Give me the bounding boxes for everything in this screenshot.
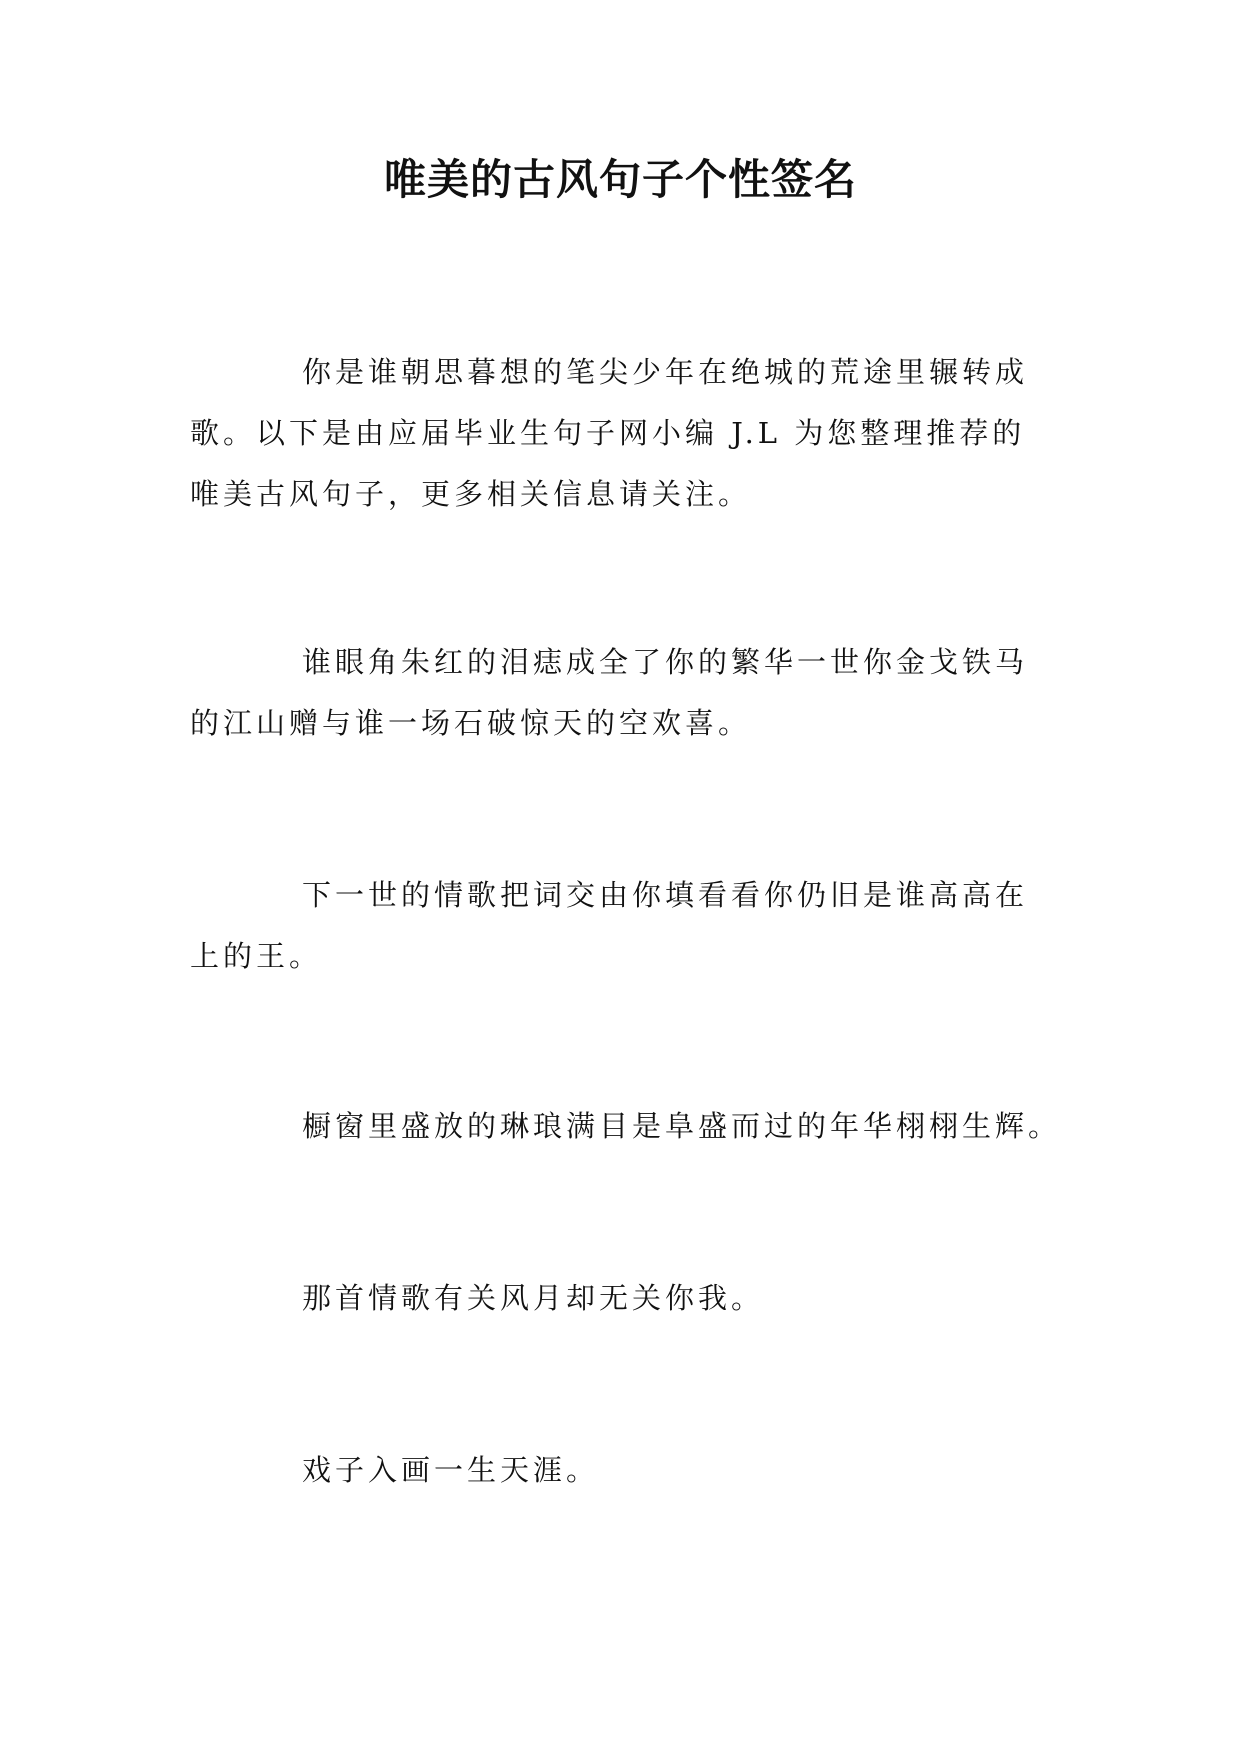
paragraph-quote-1: 谁眼角朱红的泪痣成全了你的繁华一世你金戈铁马的江山赠与谁一场石破惊天的空欢喜。 [190,645,1029,740]
paragraph-quote-2: 下一世的情歌把词交由你填看看你仍旧是谁高高在上的王。 [190,878,1029,973]
page-title: 唯美的古风句子个性签名 [383,155,857,204]
paragraph-quote-5: 戏子入画一生天涯。 [302,1453,600,1487]
paragraph-quote-4: 那首情歌有关风月却无关你我。 [302,1281,765,1315]
paragraph-quote-3: 橱窗里盛放的琳琅满目是阜盛而过的年华栩栩生辉。 [302,1109,1062,1143]
paragraph-intro: 你是谁朝思暮想的笔尖少年在绝城的荒途里辗转成歌。以下是由应届毕业生句子网小编 J.L 为您整理推荐的唯美古风句子，更多相关信息请关注。 [190,355,1029,511]
